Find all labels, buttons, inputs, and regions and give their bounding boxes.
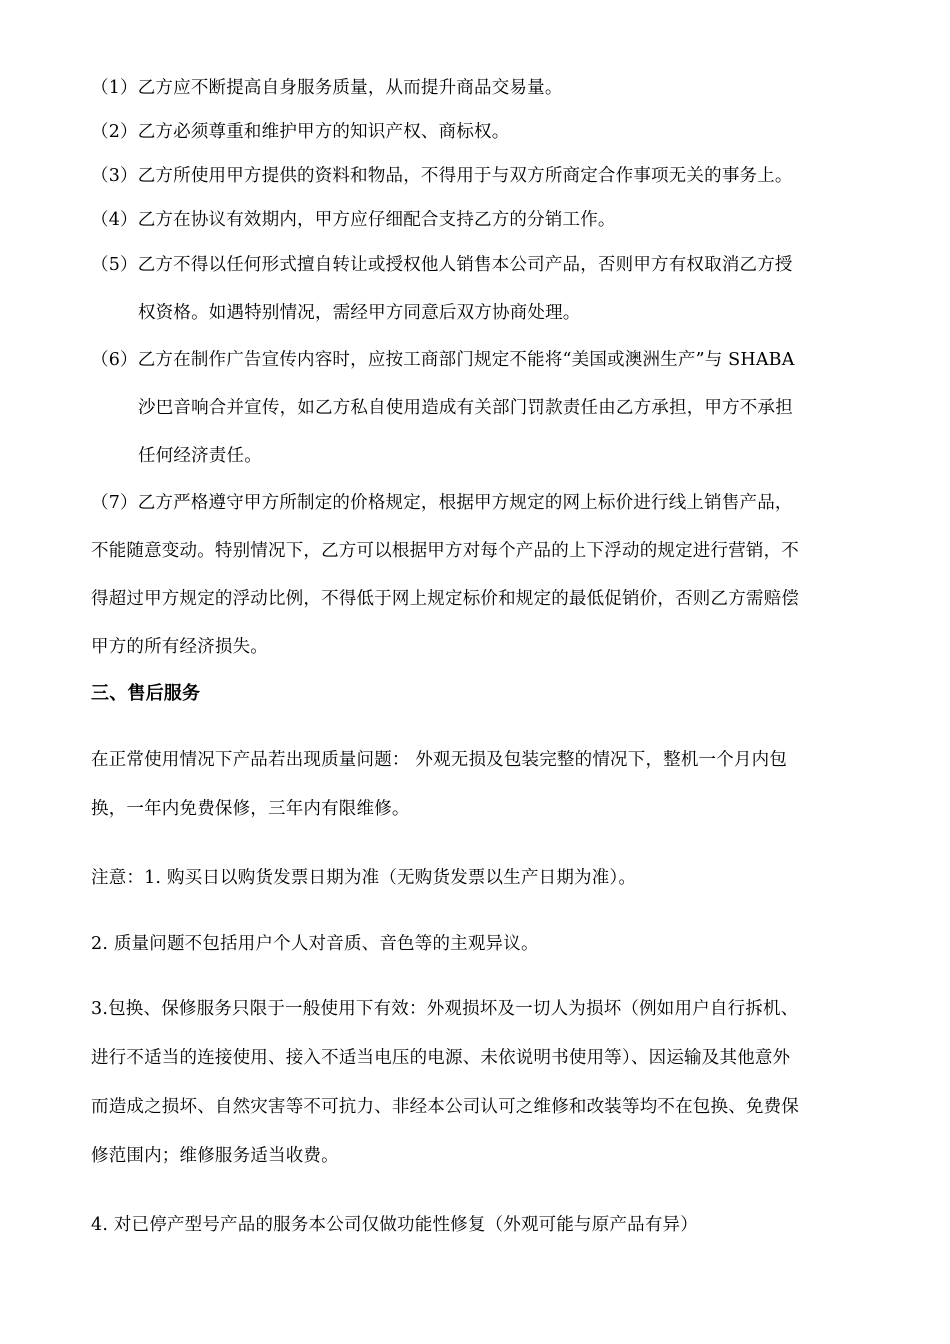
clause-1-line-1: （1）乙方应不断提高自身服务质量，从而提升商品交易量。 [91, 78, 563, 98]
clause-6-line-3: 任何经济责任。 [138, 446, 262, 466]
clause-4-line-1: （4）乙方在协议有效期内，甲方应仔细配合支持乙方的分销工作。 [91, 210, 616, 230]
clause-7-line-1: （7）乙方严格遵守甲方所制定的价格规定，根据甲方规定的网上标价进行线上销售产品， [91, 493, 793, 513]
note-3-line-3: 而造成之损坏、自然灾害等不可抗力、非经本公司认可之维修和改装等均不在包换、免费保 [91, 1097, 799, 1117]
section-heading-after-sales: 三、售后服务 [91, 683, 201, 704]
note-4: 4. 对已停产型号产品的服务本公司仅做功能性修复（外观可能与原产品有异） [91, 1215, 698, 1235]
note-2: 2. 质量问题不包括用户个人对音质、音色等的主观异议。 [91, 934, 539, 954]
clause-6-line-2: 沙巴音响合并宣传，如乙方私自使用造成有关部门罚款责任由乙方承担，甲方不承担 [138, 398, 793, 418]
clause-5-line-1: （5）乙方不得以任何形式擅自转让或授权他人销售本公司产品，否则甲方有权取消乙方授 [91, 255, 793, 275]
clause-7-line-4: 甲方的所有经济损失。 [91, 637, 268, 657]
after-sales-intro-line-1: 在正常使用情况下产品若出现质量问题： 外观无损及包装完整的情况下，整机一个月内包 [91, 750, 788, 770]
clause-5-line-2: 权资格。如遇特别情况，需经甲方同意后双方协商处理。 [138, 303, 581, 323]
clause-2-line-1: （2）乙方必须尊重和维护甲方的知识产权、商标权。 [91, 122, 510, 142]
note-3-line-1: 3.包换、保修服务只限于一般使用下有效：外观损坏及一切人为损坏（例如用户自行拆机、 [91, 999, 799, 1019]
note-3-line-2: 进行不适当的连接使用、接入不适当电压的电源、未依说明书使用等）、因运输及其他意外 [91, 1048, 791, 1068]
clause-7-line-3: 得超过甲方规定的浮动比例，不得低于网上规定标价和规定的最低促销价，否则乙方需赔偿 [91, 589, 799, 609]
note-3-line-4: 修范围内；维修服务适当收费。 [91, 1146, 339, 1166]
clause-6-line-1: （6）乙方在制作广告宣传内容时，应按工商部门规定不能将“美国或澳洲生产”与 SHABA [91, 350, 795, 370]
clause-7-line-2: 不能随意变动。特别情况下，乙方可以根据甲方对每个产品的上下浮动的规定进行营销，不 [91, 541, 799, 561]
after-sales-intro-line-2: 换，一年内免费保修，三年内有限维修。 [91, 799, 410, 819]
note-1: 注意：1. 购买日以购货发票日期为准（无购货发票以生产日期为准）。 [91, 868, 637, 888]
clause-3-line-1: （3）乙方所使用甲方提供的资料和物品，不得用于与双方所商定合作事项无关的事务上。 [91, 166, 793, 186]
